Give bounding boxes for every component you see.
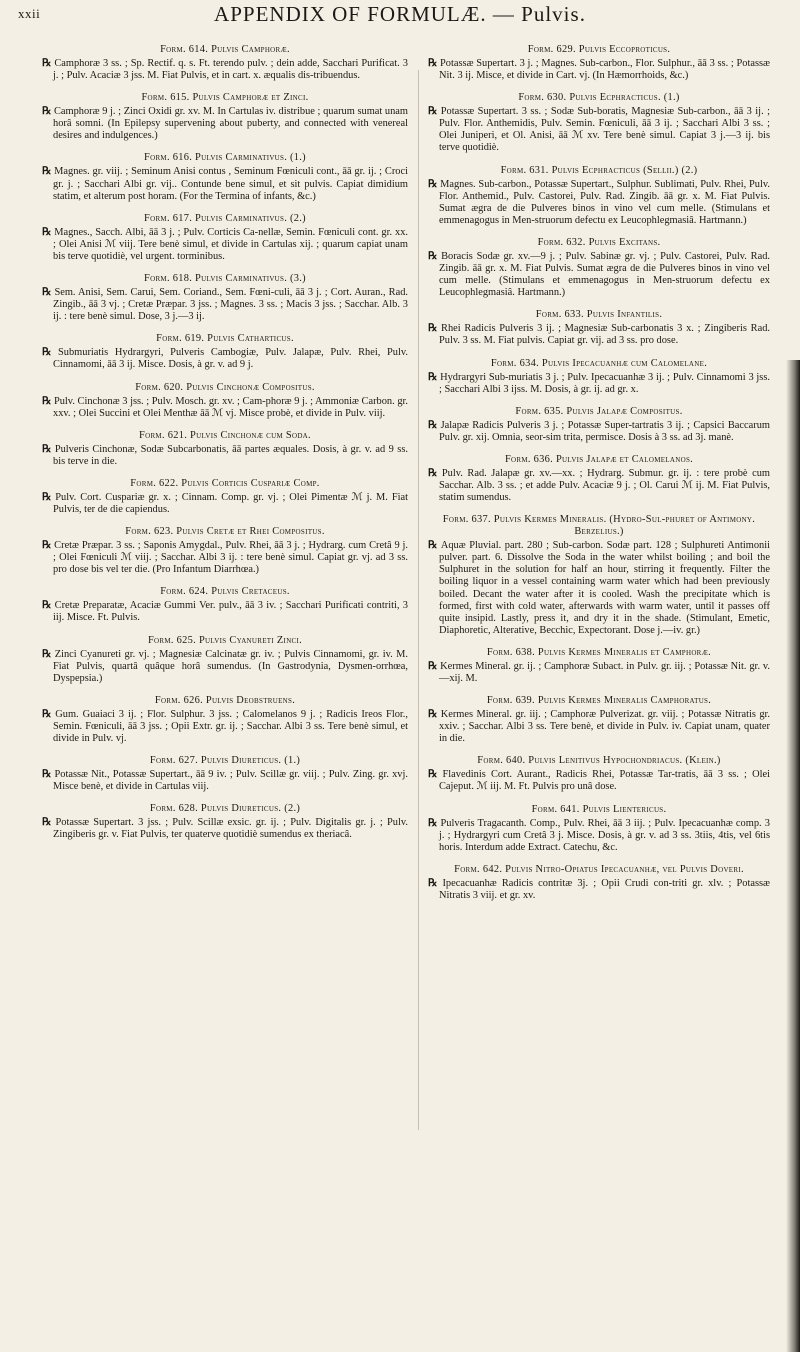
- formula-title: Form. 628. Pulvis Diureticus. (2.): [149, 803, 301, 815]
- formula-entry: [428, 44, 770, 82]
- formula-body: Pulv. Cinchonæ 3 jss. ; Pulv. Mosch. gr. xv. ; Cam-phoræ 9 j. ; Ammoniæ Carbon. gr. xxv. ; Olei Succini et Olei Menthæ āā ℳ vj. Misce probè, et divide in Pulv. viij.: [53, 395, 409, 419]
- formula-entry: [42, 382, 408, 420]
- formula-body: Magnes. gr. viij. ; Seminum Anisi contus , Seminum Fœniculi cont., āā gr. ij. ; Croci gr. j. ; Sacchari Albi gr. vij.. Contunde bene simul, et sit pulvis. Capiat dimidium statim, et alterum post horam. (For the Termina of infants, &c.): [53, 166, 408, 202]
- formula-body: Potassæ Supertart. 3 ss. ; Sodæ Sub-boratis, Magnesiæ Sub-carbon., āā 3 ij. ; Pulv. Flor. Anthemidis, Pulv. Semin. Fœniculi, āā 3 ij. ; Sacchari Albi 3 ss. ; Olei Juniperi, et Ol. Anisi, āā ℳ xv. Tere benè simul. Capiat 3 j.—3 ij. bis terve quotidiè.: [439, 106, 770, 154]
- formula-title: Form. 615. Pulvis Camphoræ et Zinci.: [141, 92, 309, 104]
- formula-title: Form. 637. Pulvis Kermes Mineralis. (Hydro-Sul-phuret of Antimony. Berzelius.): [442, 514, 756, 538]
- formula-entry: [428, 804, 770, 854]
- recipe-symbol: ℞: [428, 250, 442, 262]
- formula-title: Form. 636. Pulvis Jalapæ et Calomelanos.: [504, 453, 694, 465]
- formula-body: Potassæ Supertart. 3 j. ; Magnes. Sub-carbon., Flor. Sulphur., āā 3 ss. ; Potassæ Nit. 3 ij. Misce, et divide in Cart. vj. (In Hæmorrhoids, &c.): [439, 58, 770, 82]
- recipe-symbol: ℞: [428, 660, 441, 672]
- formula-body: Aquæ Pluvial. part. 280 ; Sub-carbon. Sodæ part. 128 ; Sulphureti Antimonii pulver. part. 6. Dissolve the Soda in the water whilst boiling ; and boil the Sulphuret in the solution for half an hour, stirring it frequently. Filter the boiling liquor in a vessel containing warm water which had been previously boiled. Decant the water after it is cooled. Wash the precipitate which is formed, first with cold water, afterwards with warm water, until it passes off quite insipid. Lastly, press it, and dry it in the shade. (Stimulant, Emetic, Diaphoretic, Alterative, Becchic, Expectorant. Dose j.—iv. gr.): [439, 540, 770, 636]
- column-divider: [418, 70, 419, 1130]
- formula-title: Form. 632. Pulvis Excitans.: [537, 236, 661, 248]
- formula-entry: [428, 406, 770, 444]
- formula-title: Form. 642. Pulvis Nitro-Opiatus Ipecacuanhæ, vel Pulvis Doveri.: [454, 863, 744, 875]
- formula-entry: [42, 333, 408, 371]
- formula-entry: [42, 273, 408, 323]
- recipe-symbol: ℞: [42, 395, 54, 407]
- formula-body: Boracis Sodæ gr. xv.—9 j. ; Pulv. Sabinæ gr. vj. ; Pulv. Castorei, Pulv. Rad. Zingib. āā gr. x. M. Fiat Pulvis. Sumat ægra de die Pulveres binos in vino vel cum melle. (Stimulans et emmenagogus in Men-struorum defectu ex Leucophlegmasiâ. Hartmann.): [439, 250, 770, 299]
- recipe-symbol: ℞: [42, 166, 55, 178]
- recipe-symbol: ℞: [428, 419, 441, 431]
- recipe-symbol: ℞: [42, 106, 54, 118]
- recipe-symbol: ℞: [428, 178, 441, 190]
- formula-title: Form. 629. Pulvis Eccoproticus.: [527, 44, 671, 55]
- recipe-symbol: ℞: [428, 323, 442, 335]
- formula-body: Potassæ Nit., Potassæ Supertart., āā 9 iv. ; Pulv. Scillæ gr. viij. ; Pulv. Zing. gr. xvj. Misce benè, et divide in Cartulas viij.: [53, 769, 408, 793]
- formula-entry: [428, 864, 770, 902]
- formula-body: Gum. Guaiaci 3 ij. ; Flor. Sulphur. 3 jss. ; Calomelanos 9 j. ; Radicis Ireos Flor., Semin. Fœniculi, āā 3 jss. ; Opii Extr. gr. ij. ; Sacchar. Albi 3 ss. Tere benè simul, et divide in Pulv. vj.: [53, 708, 408, 744]
- recipe-symbol: ℞: [428, 540, 441, 552]
- formula-entry: [428, 454, 770, 504]
- right-column: [428, 44, 770, 912]
- formula-entry: [428, 514, 770, 637]
- recipe-symbol: ℞: [428, 467, 442, 479]
- formula-title: Form. 622. Pulvis Corticis Cuspariæ Comp.: [130, 477, 320, 489]
- formula-title: Form. 627. Pulvis Diureticus. (1.): [149, 755, 301, 767]
- formula-title: Form. 616. Pulvis Carminativus. (1.): [144, 152, 306, 164]
- recipe-symbol: ℞: [42, 347, 58, 359]
- formula-title: Form. 626. Pulvis Deobstruens.: [154, 694, 296, 706]
- formula-entry: [42, 44, 408, 82]
- left-column: [42, 44, 408, 851]
- formula-title: Form. 625. Pulvis Cyanureti Zinci.: [147, 634, 303, 646]
- formula-title: Form. 638. Pulvis Kermes Mineralis et Camphoræ.: [486, 646, 712, 658]
- recipe-symbol: ℞: [42, 443, 55, 455]
- formula-body: Kermes Mineral. gr. ij. ; Camphoræ Subact. in Pulv. gr. iij. ; Potassæ Nit. gr. v.—xij. M.: [439, 660, 770, 684]
- formula-entry: [42, 526, 408, 576]
- formula-title: Form. 634. Pulvis Ipecacuanhæ cum Calomelane.: [490, 357, 708, 369]
- formula-body: Rhei Radicis Pulveris 3 ij. ; Magnesiæ Sub-carbonatis 3 x. ; Zingiberis Rad. Pulv. 3 ss. M. Fiat pulvis. Capiat gr. vij. ad 3 ss. pro dose.: [439, 323, 770, 347]
- formula-body: Hydrargyri Sub-muriatis 3 j. ; Pulv. Ipecacuanhæ 3 ij. ; Pulv. Cinnamomi 3 jss. ; Sacchari Albi 3 ijss. M. Dosis, à gr. ij. ad gr. x.: [439, 371, 770, 395]
- formula-body: Pulveris Cinchonæ, Sodæ Subcarbonatis, āā partes æquales. Dosis, à gr. v. ad 9 ss. bis terve in die.: [53, 443, 408, 467]
- formula-title: Form. 639. Pulvis Kermes Mineralis Camphoratus.: [486, 695, 712, 707]
- recipe-symbol: ℞: [42, 491, 56, 503]
- formula-entry: [42, 695, 408, 745]
- recipe-symbol: ℞: [428, 709, 441, 721]
- formula-entry: [42, 635, 408, 685]
- formula-entry: [42, 92, 408, 142]
- formula-entry: [428, 755, 770, 793]
- formula-body: Camphoræ 9 j. ; Zinci Oxidi gr. xv. M. In Cartulas iv. distribue ; quarum sumat unam horâ somni. (In Epilepsy supervening about puberty, and connected with venereal desires and indulgences.): [53, 106, 408, 142]
- formula-body: Kermes Mineral. gr. iij. ; Camphoræ Pulverizat. gr. viij. ; Potassæ Nitratis gr. xxiv. ; Sacchar. Albi 3 ss. Tere benè, et divide in Pulv. iv. Capiat unam, quater in die.: [439, 709, 770, 745]
- recipe-symbol: ℞: [42, 226, 55, 238]
- formula-title: Form. 620. Pulvis Cinchonæ Compositus.: [135, 381, 315, 393]
- formula-entry: [428, 165, 770, 227]
- formula-entry: [428, 647, 770, 685]
- formula-title: Form. 630. Pulvis Ecphracticus. (1.): [518, 92, 680, 104]
- formula-title: Form. 633. Pulvis Infantilis.: [535, 309, 663, 321]
- formula-entry: [428, 358, 770, 396]
- recipe-symbol: ℞: [42, 540, 55, 552]
- formula-entry: [428, 695, 770, 745]
- formula-body: Pulveris Tragacanth. Comp., Pulv. Rhei, āā 3 iij. ; Pulv. Ipecacuanhæ comp. 3 j. ; Hydrargyri cum Cretâ 3 j. Misce. Dosis, à gr. v. ad 3 ss. 3tiis, 4tis, vel 6tis horis. Interdum adde Extract. Catechu, &c.: [439, 817, 770, 853]
- formula-body: Magnes., Sacch. Albi, āā 3 j. ; Pulv. Corticis Ca-nellæ, Semin. Fœniculi cont. gr. xx. ; Olei Anisi ℳ viij. Tere benè simul, et divide in Cartulas xij. ; quarum capiat unam bis terve quotidiè, vel urgent. torminibus.: [53, 226, 408, 262]
- formula-title: Form. 623. Pulvis Cretæ et Rhei Compositus.: [125, 526, 325, 538]
- formula-body: Pulv. Cort. Cuspariæ gr. x. ; Cinnam. Comp. gr. vj. ; Olei Pimentæ ℳ j. M. Fiat Pulvis, ter de die capiendus.: [53, 491, 408, 515]
- recipe-symbol: ℞: [428, 769, 443, 781]
- recipe-symbol: ℞: [42, 817, 56, 829]
- recipe-symbol: ℞: [428, 58, 441, 69]
- formula-body: Sem. Anisi, Sem. Carui, Sem. Coriand., Sem. Fœni-culi, āā 3 j. ; Cort. Auran., Rad. Zingib., āā 3 vj. ; Cretæ Præpar. 3 jss. ; Magnes. 3 ss. ; Macis 3 jss. ; Sacchar. Alb. 3 ij. : tere benè simul. Dose, 3 j.—3 ij.: [53, 287, 408, 323]
- recipe-symbol: ℞: [42, 600, 55, 612]
- formula-title: Form. 635. Pulvis Jalapæ Compositus.: [515, 405, 683, 417]
- formula-title: Form. 640. Pulvis Lenitivus Hypochondriacus. (Klein.): [477, 755, 721, 767]
- formula-entry: [42, 803, 408, 841]
- formula-body: Cretæ Præpar. 3 ss. ; Saponis Amygdal., Pulv. Rhei, āā 3 j. ; Hydrarg. cum Cretâ 9 j. ; Olei Fœniculi ℳ viij. ; Sacchar. Albi 3 ij. : tere benè simul. Capiat gr. vj. ad 3 ss. pro dose bis vel ter die. (Pro Infantum Diarrhœa.): [53, 540, 408, 576]
- formula-entry: [42, 152, 408, 202]
- formula-body: Cretæ Preparatæ, Acaciæ Gummi Ver. pulv., āā 3 iv. ; Sacchari Purificati contriti, 3 iij. Misce. Ft. Pulvis.: [53, 600, 408, 624]
- formula-entry: [428, 92, 770, 154]
- formula-entry: [428, 237, 770, 299]
- page-number: xxii: [18, 6, 41, 21]
- formula-entry: [42, 755, 408, 793]
- formula-title: Form. 631. Pulvis Ecphracticus (Sellii.) (2.): [500, 164, 698, 176]
- formula-body: Jalapæ Radicis Pulveris 3 j. ; Potassæ Super-tartratis 3 ij. ; Capsici Baccarum Pulv. gr. xij. Omnia, seor-sim trita, permisce. Dosis à 3 ss. ad 3j. manè.: [439, 419, 770, 443]
- formula-body: Flavedinis Cort. Aurant., Radicis Rhei, Potassæ Tar-tratis, āā 3 ss. ; Olei Cajeput. ℳ iij. M. Ft. Pulvis pro unâ dose.: [439, 769, 770, 793]
- formula-title: Form. 641. Pulvis Lientericus.: [531, 803, 667, 815]
- formula-body: Ipecacuanhæ Radicis contritæ 3j. ; Opii Crudi con-triti gr. xlv. ; Potassæ Nitratis 3 viij. et gr. xv.: [439, 877, 770, 901]
- recipe-symbol: ℞: [42, 648, 55, 660]
- formula-entry: [42, 586, 408, 624]
- formula-entry: [42, 430, 408, 468]
- formula-entry: [42, 478, 408, 516]
- formula-title: Form. 614. Pulvis Camphoræ.: [160, 44, 290, 55]
- formula-title: Form. 617. Pulvis Carminativus. (2.): [144, 212, 306, 224]
- recipe-symbol: ℞: [42, 769, 55, 781]
- formula-body: Pulv. Rad. Jalapæ gr. xv.—xx. ; Hydrarg. Submur. gr. ij. : tere probè cum Sacchar. Alb. 3 ss. ; et adde Pulv. Acaciæ 9 j. ; Ol. Carui ℳ ij. M. Fiat Pulvis, statim sumendus.: [439, 467, 770, 504]
- recipe-symbol: ℞: [42, 58, 55, 69]
- formula-body: Potassæ Supertart. 3 jss. ; Pulv. Scillæ exsic. gr. ij. ; Pulv. Digitalis gr. j. ; Pulv. Zingiberis gr. v. Fiat Pulvis, ter quaterve quotidiè sumendus ex theriacâ.: [53, 817, 408, 841]
- formula-entry: [42, 213, 408, 263]
- formula-title: Form. 621. Pulvis Cinchonæ cum Soda.: [139, 429, 311, 441]
- recipe-symbol: ℞: [428, 817, 441, 829]
- recipe-symbol: ℞: [428, 877, 443, 889]
- running-title: APPENDIX OF FORMULÆ. — Pulvis.: [214, 2, 586, 26]
- recipe-symbol: ℞: [42, 708, 56, 720]
- formula-title: Form. 619. Pulvis Catharticus.: [156, 333, 294, 345]
- page-header: [0, 0, 800, 42]
- formula-title: Form. 618. Pulvis Carminativus. (3.): [144, 273, 306, 285]
- page-edge-shadow: [786, 360, 800, 1352]
- formula-entry: [428, 309, 770, 347]
- recipe-symbol: ℞: [42, 287, 55, 299]
- formula-body: Zinci Cyanureti gr. vj. ; Magnesiæ Calcinatæ gr. iv. ; Pulvis Cinnamomi, gr. iv. M. Fiat Pulvis, quartâ quâque horâ sumendus. (In Gastrodynia, Dysmen-orrhœa, Dyspepsia.): [53, 648, 408, 684]
- formula-body: Magnes. Sub-carbon., Potassæ Supertart., Sulphur. Sublimati, Pulv. Rhei, Pulv. Flor. Anthemid., Pulv. Castorei, Pulv. Rad. Zingib. āā gr. x. M. Fiat Pulvis. Sumat ægra de die Pulveres binos in vino vel cum melle. (Stimulans et emmenagogus in Men-struorum defectu ex Leucophlegmasiâ. Hartmann.): [439, 178, 770, 226]
- formula-body: Camphoræ 3 ss. ; Sp. Rectif. q. s. Ft. terendo pulv. ; dein adde, Sacchari Purificat. 3 j. ; Pulv. Acaciæ 3 jss. M. Fiat Pulvis, et in cart. x. æqualis dis-tribuendus.: [53, 58, 408, 82]
- recipe-symbol: ℞: [428, 371, 441, 383]
- recipe-symbol: ℞: [428, 106, 441, 118]
- formula-title: Form. 624. Pulvis Cretaceus.: [160, 586, 290, 598]
- formula-body: Submuriatis Hydrargyri, Pulveris Cambogiæ, Pulv. Jalapæ, Pulv. Rhei, Pulv. Cinnamomi, āā 3 ij. Misce. Dosis, à gr. v. ad 9 j.: [53, 347, 408, 371]
